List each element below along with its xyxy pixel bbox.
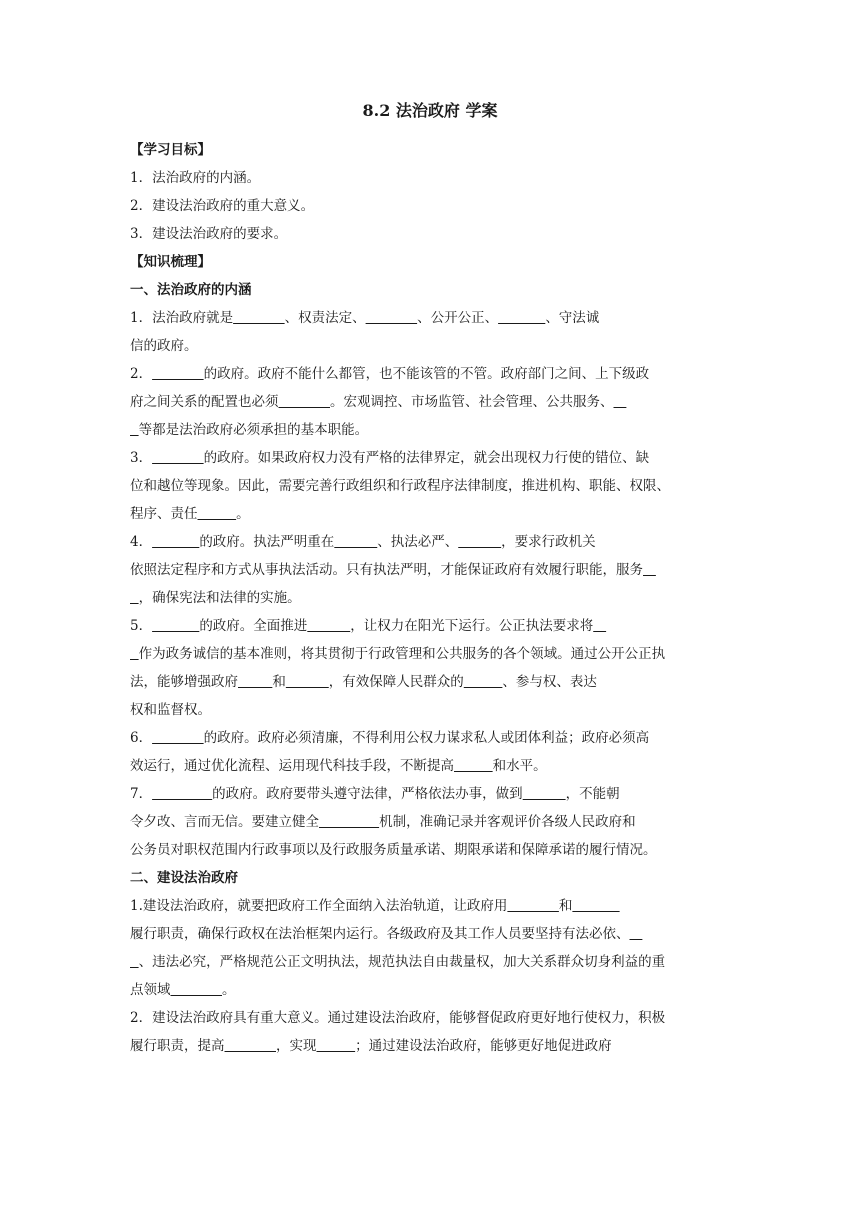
text-line: 府之间关系的配置也必须 。宏观调控、市场监管、社会管理、公共服务、 [130,388,730,416]
part1-body [130,304,730,864]
text-line: 1.建设法治政府，就要把政府工作全面纳入法治轨道，让政府用 和 [130,892,730,920]
fill-in-blank[interactable] [286,674,329,690]
fill-in-blank[interactable] [130,422,139,438]
text-line: ，确保宪法和法律的实施。 [130,584,730,612]
goal-item: 1．法治政府的内涵。 [130,170,261,186]
fill-in-blank[interactable] [643,562,656,578]
fill-in-blank[interactable] [152,534,199,550]
fill-in-blank[interactable] [334,534,377,550]
text-line: 2． 的政府。政府不能什么都管，也不能该管的不管。政府部门之间、上下级政 [130,366,650,382]
part2-heading: 二、建设法治政府 [130,870,238,886]
goal-item: 3．建设法治政府的要求。 [130,226,288,242]
text-line: 2．建设法治政府具有重大意义。通过建设法治政府，能够督促政府更好地行使权力，积极 [130,1010,666,1026]
text-line: 位和越位等现象。因此，需要完善行政组织和行政程序法律制度，推进机构、职能、权限、 [130,478,670,494]
text-line: 点领域 。 [130,982,236,998]
fill-in-blank[interactable] [279,394,331,410]
fill-in-blank[interactable] [614,394,627,410]
text-line: 7． 的政府。政府要带头遵守法律，严格依法办事，做到 ，不能朝 [130,786,620,802]
text-line: 程序、责任 。 [130,506,250,522]
text-line: 公务员对职权范围内行政事项以及行政服务质量承诺、期限承诺和保障承诺的履行情况。 [130,842,657,858]
text-line: 6． 的政府。政府必须清廉，不得利用公权力谋求私人或团体利益；政府必须高 [130,730,650,746]
fill-in-blank[interactable] [366,310,418,326]
fill-in-blank[interactable] [572,898,619,914]
text-line: 依照法定程序和方式从事执法活动。只有执法严明，才能保证政府有效履行职能，服务 [130,556,730,584]
text-line: 法，能够增强政府 和 ，有效保障人民群众的 、参与权、表达 [130,674,597,690]
text-line: 履行职责，确保行政权在法治框架内运行。各级政府及其工作人员要坚持有法必依、 [130,920,730,948]
fill-in-blank[interactable] [523,786,566,802]
fill-in-blank[interactable] [152,730,204,746]
fill-in-blank[interactable] [319,814,379,830]
text-line: 履行职责，提高 ，实现 ；通过建设法治政府，能够更好地促进政府 [130,1038,612,1054]
text-line: 5． 的政府。全面推进 ，让权力在阳光下运行。公正执法要求将 [130,612,730,640]
fill-in-blank[interactable] [152,786,212,802]
text-line: 权和监督权。 [130,702,211,718]
fill-in-blank[interactable] [171,982,223,998]
fill-in-blank[interactable] [507,898,559,914]
knowledge-heading: 【知识梳理】 [130,254,211,270]
fill-in-blank[interactable] [464,674,503,690]
fill-in-blank[interactable] [238,674,272,690]
fill-in-blank[interactable] [225,1038,277,1054]
text-line: 1．法治政府就是 、权责法定、 、公开公正、 、守法诚 [130,310,600,326]
text-line: 、违法必究，严格规范公正文明执法，规范执法自由裁量权，加大关系群众切身利益的重 [130,948,730,976]
fill-in-blank[interactable] [152,366,204,382]
fill-in-blank[interactable] [130,590,139,606]
goals-heading: 【学习目标】 [130,142,211,158]
fill-in-blank[interactable] [593,618,606,634]
text-line: 4． 的政府。执法严明重在 、执法必严、 ，要求行政机关 [130,534,596,550]
part1-heading: 一、法治政府的内涵 [130,282,252,298]
text-line: 3． 的政府。如果政府权力没有严格的法律界定，就会出现权力行使的错位、缺 [130,450,650,466]
text-line: 等都是法治政府必须承担的基本职能。 [130,416,730,444]
fill-in-blank[interactable] [630,926,643,942]
fill-in-blank[interactable] [458,534,501,550]
fill-in-blank[interactable] [152,618,199,634]
fill-in-blank[interactable] [307,618,350,634]
fill-in-blank[interactable] [233,310,285,326]
fill-in-blank[interactable] [130,954,139,970]
page-title: 8.2 法治政府 学案 [362,101,498,120]
fill-in-blank[interactable] [454,758,493,774]
text-line: 作为政务诚信的基本准则，将其贯彻于行政管理和公共服务的各个领域。通过公开公正执 [130,640,730,668]
fill-in-blank[interactable] [130,646,139,662]
part2-body [130,892,730,1060]
fill-in-blank[interactable] [317,1038,356,1054]
text-line: 令夕改、言而无信。要建立健全 机制，准确记录并客观评价各级人民政府和 [130,814,636,830]
fill-in-blank[interactable] [498,310,545,326]
document-page [130,100,730,1060]
fill-in-blank[interactable] [152,450,204,466]
goal-item: 2．建设法治政府的重大意义。 [130,198,315,214]
fill-in-blank[interactable] [198,506,237,522]
text-line: 效运行，通过优化流程、运用现代科技手段，不断提高 和水平。 [130,758,547,774]
text-line: 信的政府。 [130,338,198,354]
